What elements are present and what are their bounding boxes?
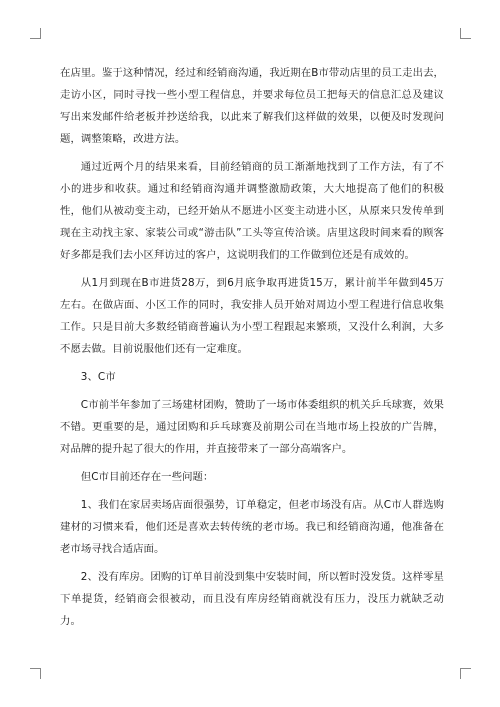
paragraph-continuation: 在店里。鉴于这种情况，经过和经销商沟通，我近期在B市带动店里的员工走出去，走访小区，同时寻找一些小型工程信息，并要求每位员工把每天的信息汇总及建议写出来发邮件给老板并抄送给我，以此来了解我们这样做的效果，以便及时发现问题，调整策略，改进方法。 xyxy=(60,67,444,145)
paragraph-issue-1: 1、我们在家居卖场店面很强势，订单稳定，但老市场没有店。从C市人群选购建材的习惯来看，他们还是喜欢去转传统的老市场。我已和经销商沟通，他准备在老市场寻找合适店面。 xyxy=(60,499,444,555)
section-heading-c-city: 3、C市 xyxy=(80,371,116,383)
document-body xyxy=(60,62,444,638)
paragraph-sales-figures: 从1月到现在B市进货28万，到6月底争取再进货15万，累计前半年做到45万左右。在做店面、小区工作的同时，我安排人员开始对周边小型工程进行信息收集工作。只是目前大多数经销商普遍认为小型工程跟起来繁琐，又没什么利润，大多不愿去做。目前说服他们还有一定难度。 xyxy=(60,277,444,355)
crop-mark-bottom-right xyxy=(460,668,471,679)
crop-mark-top-left xyxy=(30,28,41,39)
paragraph-issues-intro: 但C市目前还存在一些问题： xyxy=(80,471,214,483)
paragraph-c-city-summary: C市前半年参加了三场建材团购，赞助了一场市体委组织的机关乒乓球赛，效果不错。更重要的是，通过团购和乒乓球赛及前期公司在当地市场上投放的广告牌，对品牌的提升起了很大的作用，并直接带来了一部分高端客户。 xyxy=(60,399,444,455)
crop-mark-top-right xyxy=(460,28,471,39)
crop-mark-bottom-left xyxy=(30,668,41,679)
paragraph-results: 通过近两个月的结果来看，目前经销商的员工渐渐地找到了工作方法，有了不小的进步和收获。通过和经销商沟通并调整激励政策，大大地提高了他们的积极性，他们从被动变主动，已经开始从不愿进小区变主动进小区，从原来只发传单到现在主动找主家、家装公司或“游击队”工头等宣传洽谈。店里这段时间来看的顾客好多都是我们去小区拜访过的客户，这说明我们的工作做到位还是有成效的。 xyxy=(60,161,444,261)
paragraph-issue-2: 2、没有库房。团购的订单目前没到集中安装时间，所以暂时没发货。这样零星下单提货，经销商会很被动，而且没有库房经销商就没有压力，没压力就缺乏动力。 xyxy=(60,571,444,627)
